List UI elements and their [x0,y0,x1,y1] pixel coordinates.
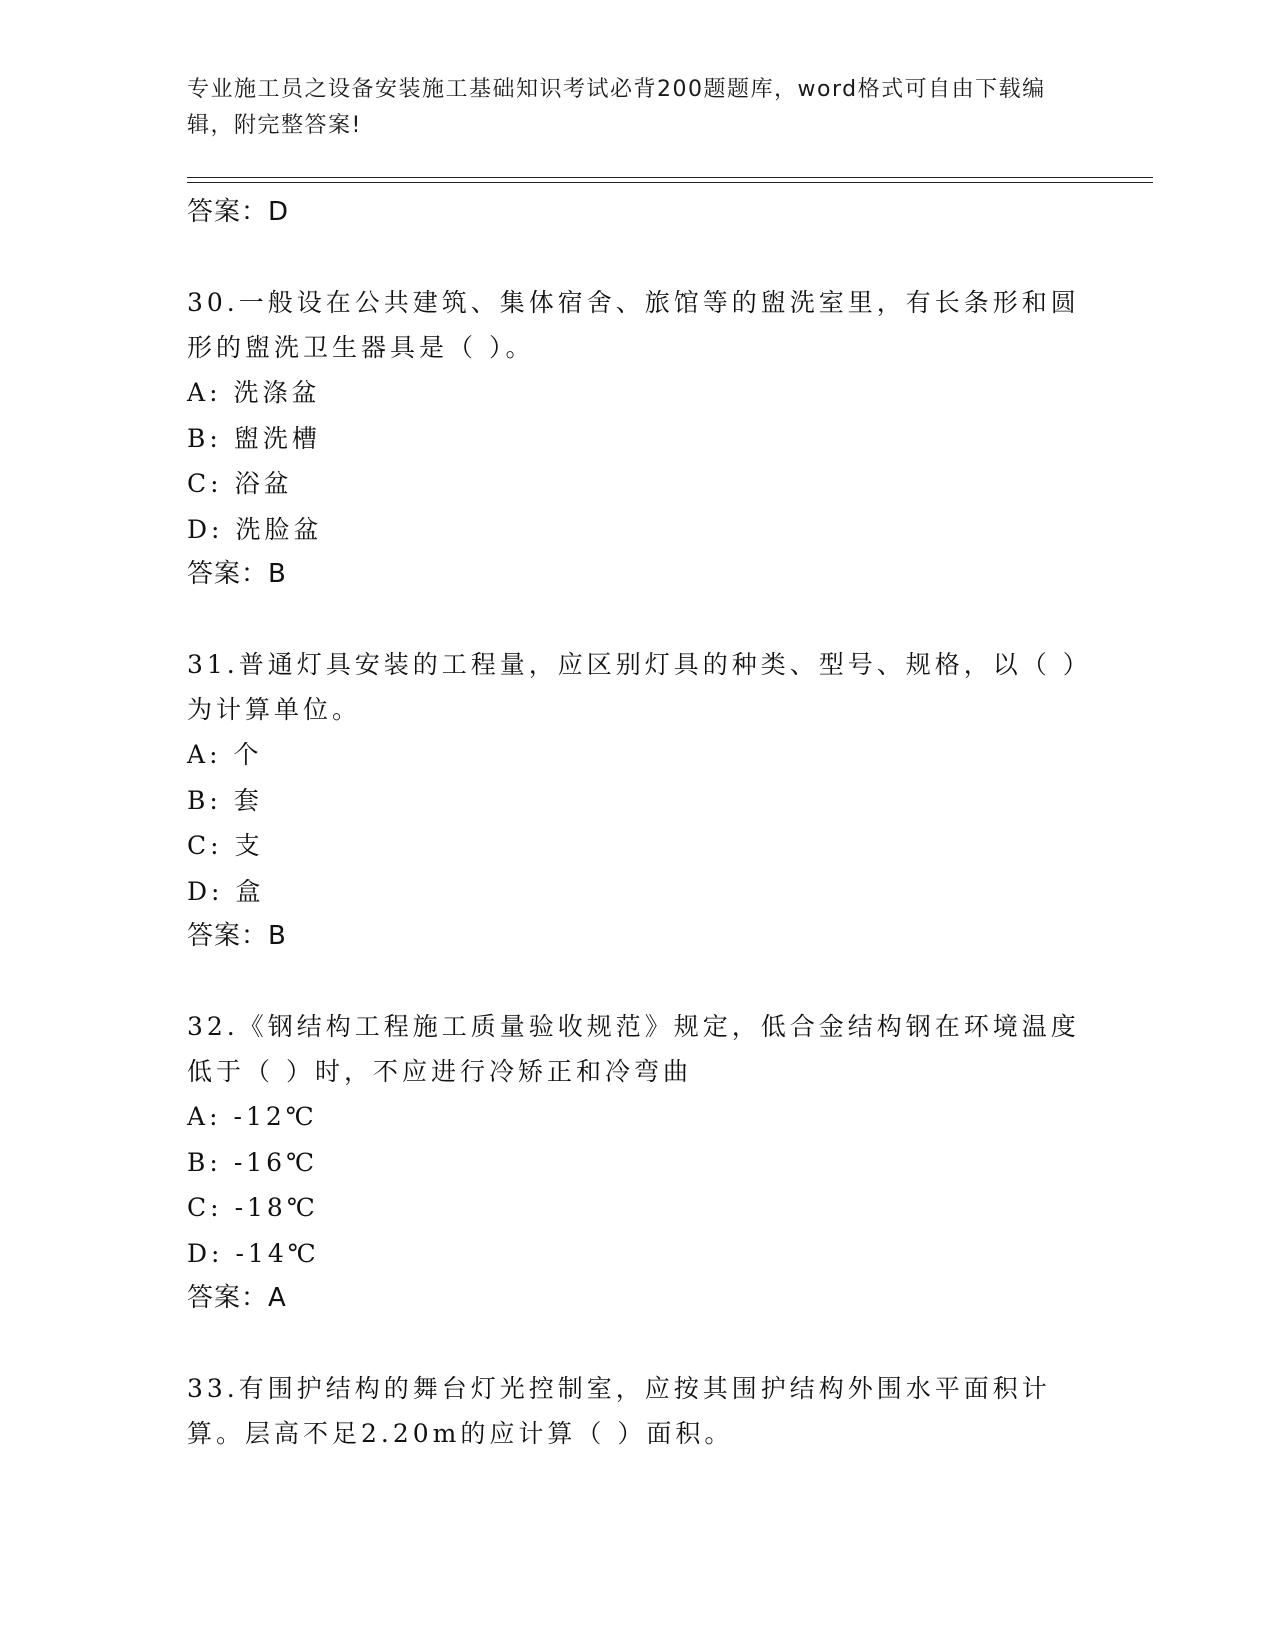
question-answer: 答案：B [187,559,287,589]
question-answer: 答案：B [187,921,287,951]
option-b: B: 盥洗槽 [187,423,321,453]
option-d: D: -14℃ [187,1238,320,1268]
question-answer: 答案：A [187,1283,287,1313]
question-30 [187,280,1087,596]
option-a: A: 洗涤盆 [187,378,321,407]
previous-answer: 答案：D [187,197,290,227]
option-a: A: -12℃ [187,1102,318,1131]
question-stem: 31.普通灯具安装的工程量，应区别灯具的种类、型号、规格，以（ ）为计算单位。 [187,650,1080,724]
option-b: B: -16℃ [187,1147,319,1177]
option-c: C: 支 [187,831,264,860]
option-d: D: 盒 [187,876,265,906]
question-stem: 30.一般设在公共建筑、集体宿舍、旅馆等的盥洗室里，有长条形和圆形的盥洗卫生器具是（ ）。 [187,288,1080,362]
question-33 [187,1366,1087,1456]
document-body [187,190,1087,1456]
header-divider-top [187,177,1153,178]
question-stem: 33.有围护结构的舞台灯光控制室，应按其围护结构外围水平面积计算。层高不足2.20m的应计算（ ）面积。 [187,1374,1051,1448]
option-a: A: 个 [187,740,263,769]
question-stem: 32.《钢结构工程施工质量验收规范》规定，低合金结构钢在环境温度低于（ ）时，不应进行冷矫正和冷弯曲 [187,1012,1080,1086]
option-b: B: 套 [187,785,263,815]
option-c: C: 浴盆 [187,469,293,498]
question-31 [187,642,1087,958]
option-c: C: -18℃ [187,1193,319,1222]
header-divider-bottom [187,182,1153,183]
option-d: D: 洗脸盆 [187,514,323,544]
question-32 [187,1004,1087,1320]
document-header: 专业施工员之设备安装施工基础知识考试必背200题题库，word格式可自由下载编辑，附完整答案! [187,77,1046,138]
